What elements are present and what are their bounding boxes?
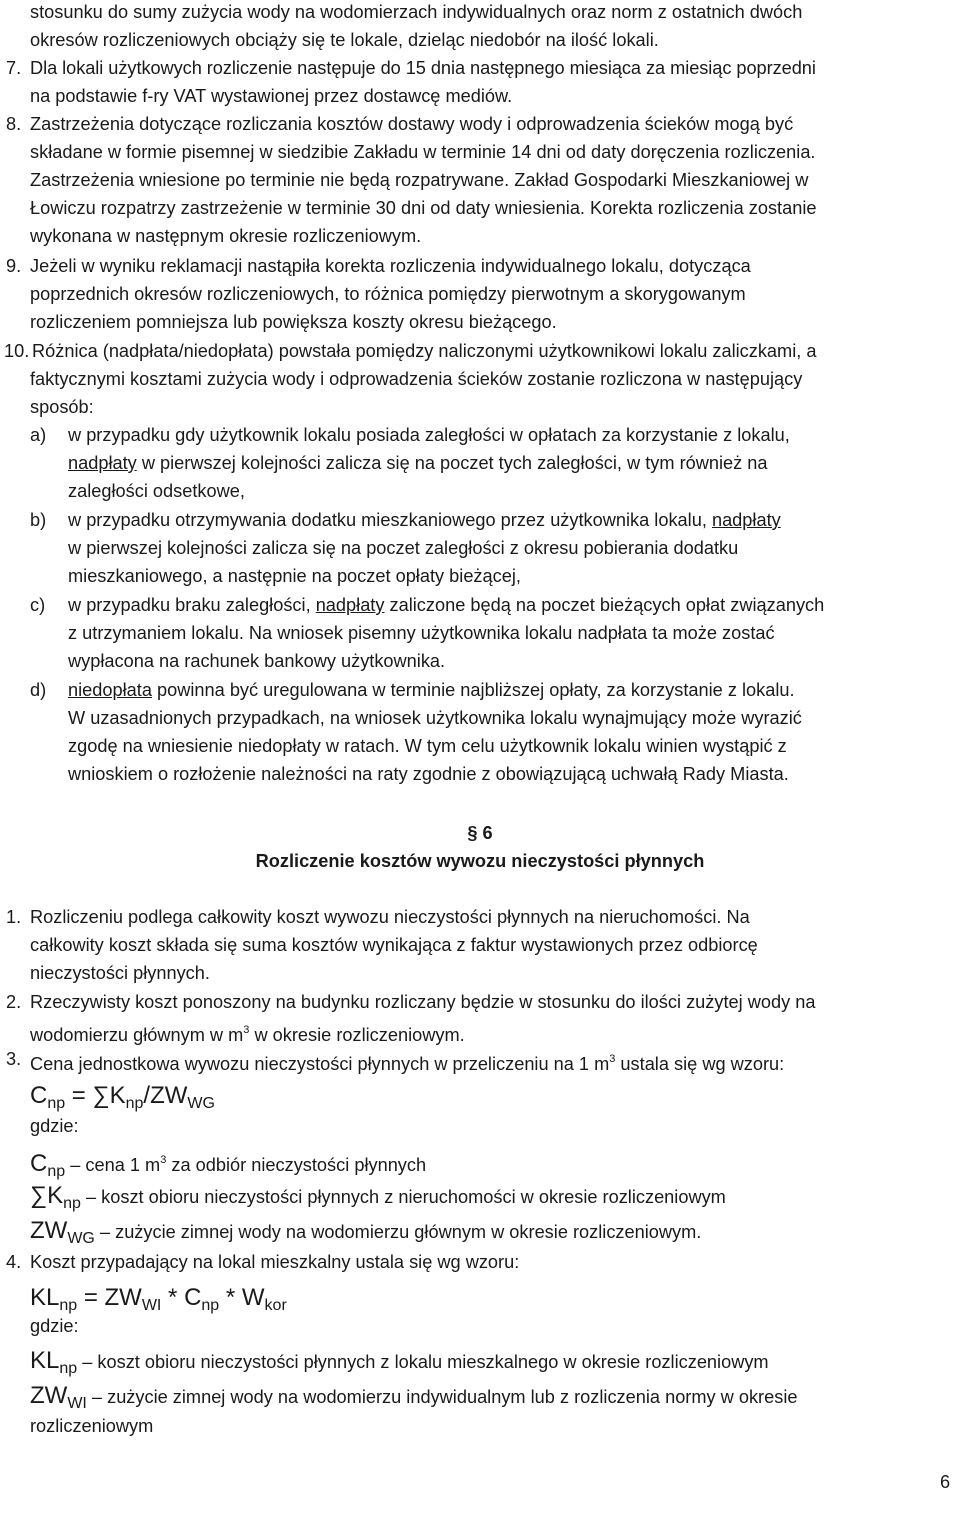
gdzie-label: gdzie: bbox=[30, 1316, 79, 1336]
dash: – bbox=[86, 1387, 108, 1407]
formula-symbol: K bbox=[47, 1182, 64, 1209]
item-number: 4. bbox=[6, 1252, 22, 1272]
subscript: np bbox=[63, 1195, 81, 1212]
superscript: 3 bbox=[609, 1053, 616, 1065]
formula-symbol: ZW bbox=[30, 1217, 68, 1244]
subscript: WG bbox=[187, 1095, 215, 1112]
text-span: cena 1 m bbox=[85, 1155, 161, 1175]
formula-operator: * bbox=[219, 1284, 242, 1311]
underlined-term: nadpłaty bbox=[711, 510, 781, 530]
section-number: § 6 bbox=[467, 823, 493, 843]
text-line: całkowity koszt składa się suma kosztów wynikająca z faktur wystawionych przez odbiorcę bbox=[30, 935, 758, 955]
sigma-icon: ∑ bbox=[30, 1182, 48, 1209]
text-span: zużycie zimnej wody na wodomierzu indywidualnym lub z rozliczenia normy w okresie bbox=[107, 1387, 798, 1407]
text-span: Cena jednostkowa wywozu nieczystości płynnych w przeliczeniu na 1 m bbox=[30, 1054, 610, 1074]
text-span: koszt obioru nieczystości płynnych z lokalu mieszkalnego w okresie rozliczeniowym bbox=[97, 1352, 769, 1372]
text-line bbox=[68, 678, 795, 702]
text-line: poprzednich okresów rozliczeniowych, to różnica pomiędzy pierwotnym a skorygowanym bbox=[30, 284, 746, 304]
text-line: rozliczeniowym bbox=[30, 1416, 154, 1436]
subscript: np bbox=[59, 1360, 78, 1377]
text-line: Łowiczu rozpatrzy zastrzeżenie w terminie 30 dni od daty wniesienia. Korekta rozliczenia zostanie bbox=[30, 198, 817, 218]
subscript: np bbox=[47, 1163, 66, 1180]
underlined-term: nadpłaty bbox=[68, 453, 137, 473]
text-line: rozliczeniem pomniejsza lub powiększa koszty okresu bieżącego. bbox=[30, 312, 557, 332]
definition-line bbox=[30, 1180, 726, 1220]
text-span: w pierwszej kolejności zalicza się na poczet tych zaległości, w tym również na bbox=[141, 453, 768, 473]
page-number: 6 bbox=[940, 1472, 951, 1492]
text-line: wykonana w następnym okresie rozliczeniowym. bbox=[30, 226, 422, 246]
item-number: 10. bbox=[4, 341, 30, 361]
sub-item-label: c) bbox=[30, 595, 46, 615]
sub-item-label: a) bbox=[30, 425, 47, 445]
subscript: WI bbox=[67, 1395, 87, 1412]
item-number: 8. bbox=[6, 114, 22, 134]
text-line: zaległości odsetkowe, bbox=[68, 481, 245, 501]
text-line bbox=[68, 508, 781, 532]
formula-symbol: KL bbox=[30, 1284, 60, 1311]
subscript: WI bbox=[141, 1297, 162, 1314]
underlined-term: niedopłata bbox=[68, 680, 152, 700]
text-line: Zastrzeżenia wniesione po terminie nie będą rozpatrywane. Zakład Gospodarki Mieszkaniowej w bbox=[30, 170, 809, 190]
dash: – bbox=[77, 1352, 98, 1372]
text-line bbox=[68, 593, 824, 617]
text-span: powinna być uregulowana w terminie najbliższej opłaty, za korzystanie z lokalu. bbox=[157, 680, 795, 700]
text-line: W uzasadnionych przypadkach, na wniosek użytkownika lokalu wynajmujący może wyrazić bbox=[68, 708, 802, 728]
item-number: 9. bbox=[6, 256, 22, 276]
formula-symbol: ZW bbox=[104, 1284, 142, 1311]
formula-symbol: C bbox=[30, 1150, 48, 1177]
text-line: na podstawie f-ry VAT wystawionej przez dostawcę mediów. bbox=[30, 86, 513, 106]
text-line: w pierwszej kolejności zalicza się na poczet zaległości z okresu pobierania dodatku bbox=[68, 538, 739, 558]
formula-symbol: K bbox=[109, 1082, 126, 1109]
section-title: Rozliczenie kosztów wywozu nieczystości płynnych bbox=[255, 851, 705, 871]
formula-symbol: C bbox=[184, 1284, 202, 1311]
text-span: koszt obioru nieczystości płynnych z nieruchomości w okresie rozliczeniowym bbox=[101, 1187, 726, 1207]
text-line bbox=[68, 451, 768, 475]
text-line: sposób: bbox=[30, 397, 94, 417]
text-span: w przypadku otrzymywania dodatku mieszkaniowego przez użytkownika lokalu, bbox=[68, 510, 707, 530]
text-span: za odbiór nieczystości płynnych bbox=[166, 1155, 427, 1175]
gdzie-label: gdzie: bbox=[30, 1116, 79, 1136]
text-span: wodomierzu głównym w m bbox=[30, 1025, 244, 1045]
underlined-term: nadpłaty bbox=[315, 595, 385, 615]
text-line bbox=[30, 1018, 465, 1047]
text-line: Rzeczywisty koszt ponoszony na budynku rozliczany będzie w stosunku do ilości zużytej wody na bbox=[30, 992, 816, 1012]
subscript: np bbox=[47, 1095, 66, 1112]
text-line: nieczystości płynnych. bbox=[30, 963, 210, 983]
text-line: Zastrzeżenia dotyczące rozliczania kosztów dostawy wody i odprowadzenia ścieków mogą być bbox=[30, 114, 794, 134]
subscript: kor bbox=[264, 1297, 287, 1314]
text-line bbox=[30, 1047, 784, 1076]
superscript: 3 bbox=[160, 1154, 167, 1166]
formula-operator: * bbox=[161, 1284, 185, 1311]
item-number: 2. bbox=[6, 992, 22, 1012]
text-span: zużycie zimnej wody na wodomierzu głównym w okresie rozliczeniowym. bbox=[115, 1222, 702, 1242]
text-line: faktycznymi kosztami zużycia wody i odprowadzenia ścieków zostanie rozliczona w następujący bbox=[30, 369, 803, 389]
text-line: wypłacona na rachunek bankowy użytkownika. bbox=[68, 651, 446, 671]
formula-symbol: ZW bbox=[30, 1382, 68, 1409]
subscript: np bbox=[59, 1297, 78, 1314]
text-span: w okresie rozliczeniowym. bbox=[249, 1025, 465, 1045]
sigma-icon: ∑ bbox=[92, 1082, 110, 1109]
formula-symbol: KL bbox=[30, 1347, 60, 1374]
sub-item-label: b) bbox=[30, 510, 47, 530]
text-line: Koszt przypadający na lokal mieszkalny ustala się wg wzoru: bbox=[30, 1252, 520, 1272]
text-line: Rozliczeniu podlega całkowity koszt wywozu nieczystości płynnych na nieruchomości. Na bbox=[30, 907, 750, 927]
text-line: w przypadku gdy użytkownik lokalu posiada zaległości w opłatach za korzystanie z lokalu, bbox=[68, 425, 790, 445]
text-line: wnioskiem o rozłożenie należności na raty zgodnie z obowiązującą uchwałą Rady Miasta. bbox=[68, 764, 789, 784]
subscript: np bbox=[125, 1095, 144, 1112]
definition-line bbox=[30, 1345, 769, 1385]
text-line: Różnica (nadpłata/niedopłata) powstała pomiędzy naliczonymi użytkownikowi lokalu zaliczkami, a bbox=[32, 341, 817, 361]
item-number: 1. bbox=[6, 907, 22, 927]
formula-operator: = bbox=[65, 1082, 93, 1109]
definition-line bbox=[30, 1215, 701, 1255]
text-line: Dla lokali użytkowych rozliczenie następuje do 15 dnia następnego miesiąca za miesiąc poprzedni bbox=[30, 58, 816, 78]
item-number: 7. bbox=[6, 58, 22, 78]
subscript: WG bbox=[67, 1230, 95, 1247]
sub-item-label: d) bbox=[30, 680, 47, 700]
text-line: zgodę na wniesienie niedopłaty w ratach. W tym celu użytkownik lokalu winien wystąpić z bbox=[68, 736, 787, 756]
dash: – bbox=[94, 1222, 116, 1242]
formula-symbol: C bbox=[30, 1082, 48, 1109]
text-span: w przypadku braku zaległości, bbox=[68, 595, 311, 615]
text-line: mieszkaniowego, a następnie na poczet opłaty bieżącej, bbox=[68, 566, 521, 586]
superscript: 3 bbox=[243, 1024, 250, 1036]
text-line: składane w formie pisemnej w siedzibie Zakładu w terminie 14 dni od daty doręczenia rozliczenia. bbox=[30, 142, 816, 162]
formula-symbol: W bbox=[241, 1284, 265, 1311]
text-span: ustala się wg wzoru: bbox=[615, 1054, 785, 1074]
dash: – bbox=[80, 1187, 102, 1207]
item-number: 3. bbox=[6, 1049, 22, 1069]
formula-symbol: /ZW bbox=[143, 1082, 188, 1109]
text-line: Jeżeli w wyniku reklamacji nastąpiła korekta rozliczenia indywidualnego lokalu, dotycząca bbox=[30, 256, 751, 276]
text-line: stosunku do sumy zużycia wody na wodomierzach indywidualnych oraz norm z ostatnich dwóch bbox=[30, 2, 803, 22]
formula-operator: = bbox=[77, 1284, 105, 1311]
text-line: okresów rozliczeniowych obciąży się te lokale, dzieląc niedobór na ilość lokali. bbox=[30, 30, 659, 50]
text-span: zaliczone będą na poczet bieżących opłat związanych bbox=[389, 595, 825, 615]
subscript: np bbox=[201, 1297, 220, 1314]
dash: – bbox=[65, 1155, 86, 1175]
text-line: z utrzymaniem lokalu. Na wniosek pisemny użytkownika lokalu nadpłata ta może zostać bbox=[68, 623, 775, 643]
